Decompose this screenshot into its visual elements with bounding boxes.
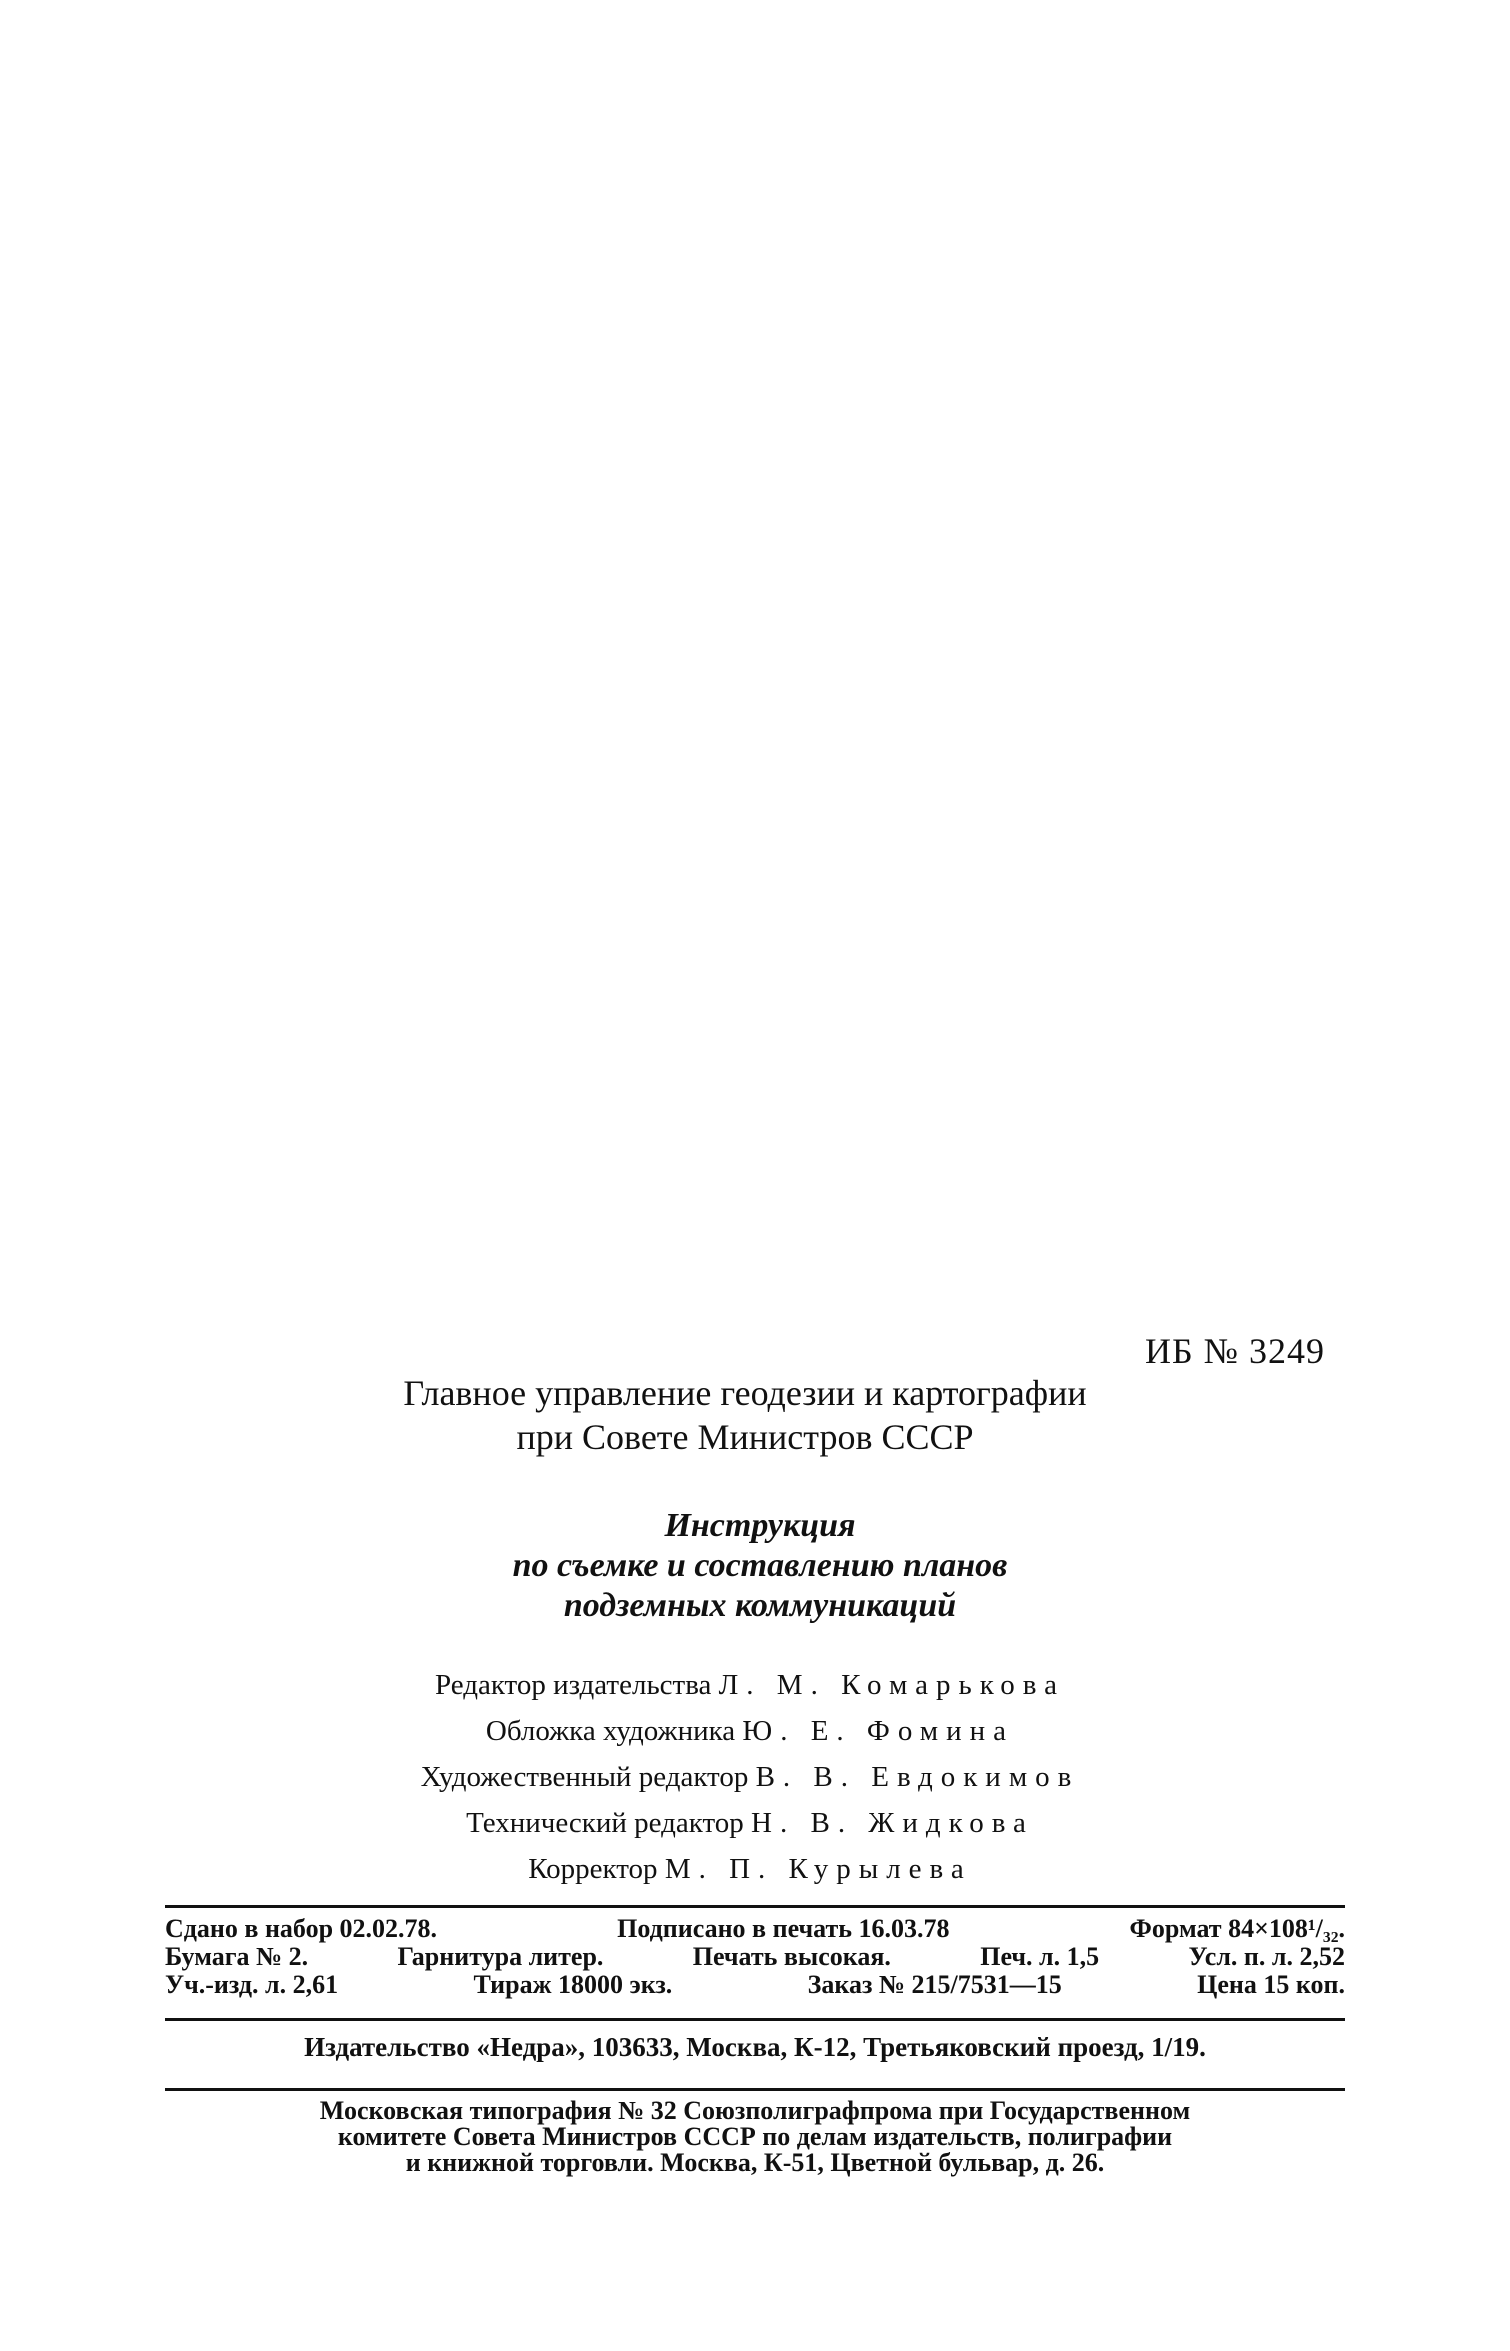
printer-line-1: Московская типография № 32 Союзполиграфпрома при Государственном [319, 2096, 1191, 2125]
document-title: Инструкция [664, 1507, 856, 1544]
publisher-address: Издательство «Недра», 103633, Москва, К-12, Третьяковский проезд, 1/19. [304, 2032, 1206, 2062]
imprint-print-sheets: Печ. л. 1,5 [980, 1942, 1100, 1971]
divider-middle [165, 2018, 1345, 2021]
printer-line-2: комитете Совета Министров СССР по делам издательств, полиграфии [337, 2122, 1173, 2151]
credit-proofreader [350, 1852, 1150, 1886]
credit-name: Н. В. Жидкова [751, 1807, 1034, 1839]
organization-line-1: Главное управление геодезии и картографии [403, 1373, 1087, 1413]
printer-line-3: и книжной торговли. Москва, К-51, Цветной бульвар, д. 26. [405, 2148, 1105, 2177]
imprint-format: Формат 84×108¹/₃₂. [1129, 1914, 1345, 1943]
imprint-order: Заказ № 215/7531—15 [807, 1970, 1062, 1999]
imprint-price: Цена 15 коп. [1197, 1970, 1345, 1999]
credit-name: Л. М. Комарькова [718, 1669, 1065, 1701]
organization-line-2: при Совете Министров СССР [516, 1417, 974, 1457]
document-title-line-2: по съемке и составлению планов [512, 1547, 1008, 1584]
credit-role: Корректор [528, 1853, 658, 1885]
ib-number: ИБ № 3249 [1145, 1331, 1326, 1371]
imprint-conventional-sheets: Усл. п. л. 2,52 [1188, 1942, 1345, 1971]
imprint-row-2 [165, 1943, 1345, 1971]
imprint-row-3 [165, 1971, 1345, 1999]
imprint-row-1 [165, 1915, 1345, 1943]
credit-art-editor [350, 1760, 1150, 1794]
credit-editor [350, 1668, 1150, 1702]
credit-cover-artist [350, 1714, 1150, 1748]
divider-top [165, 1905, 1345, 1908]
credit-role: Художественный редактор [420, 1761, 749, 1793]
credit-role: Редактор издательства [434, 1669, 712, 1701]
imprint-circulation: Тираж 18000 экз. [473, 1970, 673, 1999]
imprint-typeface: Гарнитура литер. [397, 1942, 604, 1971]
imprint-typeset-date: Сдано в набор 02.02.78. [165, 1914, 438, 1943]
credit-name: М. П. Курылева [664, 1853, 972, 1885]
credit-name: Ю. Е. Фомина [742, 1715, 1015, 1747]
imprint-signed-date: Подписано в печать 16.03.78 [617, 1914, 950, 1943]
credit-name: В. В. Евдокимов [755, 1761, 1080, 1793]
imprint-paper: Бумага № 2. [165, 1942, 309, 1971]
credit-role: Обложка художника [485, 1715, 736, 1747]
credit-technical-editor [350, 1806, 1150, 1840]
imprint-printing: Печать высокая. [692, 1942, 891, 1971]
credit-role: Технический редактор [466, 1807, 744, 1839]
imprint-publisher-sheets: Уч.-изд. л. 2,61 [165, 1970, 339, 1999]
document-title-line-3: подземных коммуникаций [563, 1587, 957, 1624]
divider-bottom [165, 2088, 1345, 2091]
